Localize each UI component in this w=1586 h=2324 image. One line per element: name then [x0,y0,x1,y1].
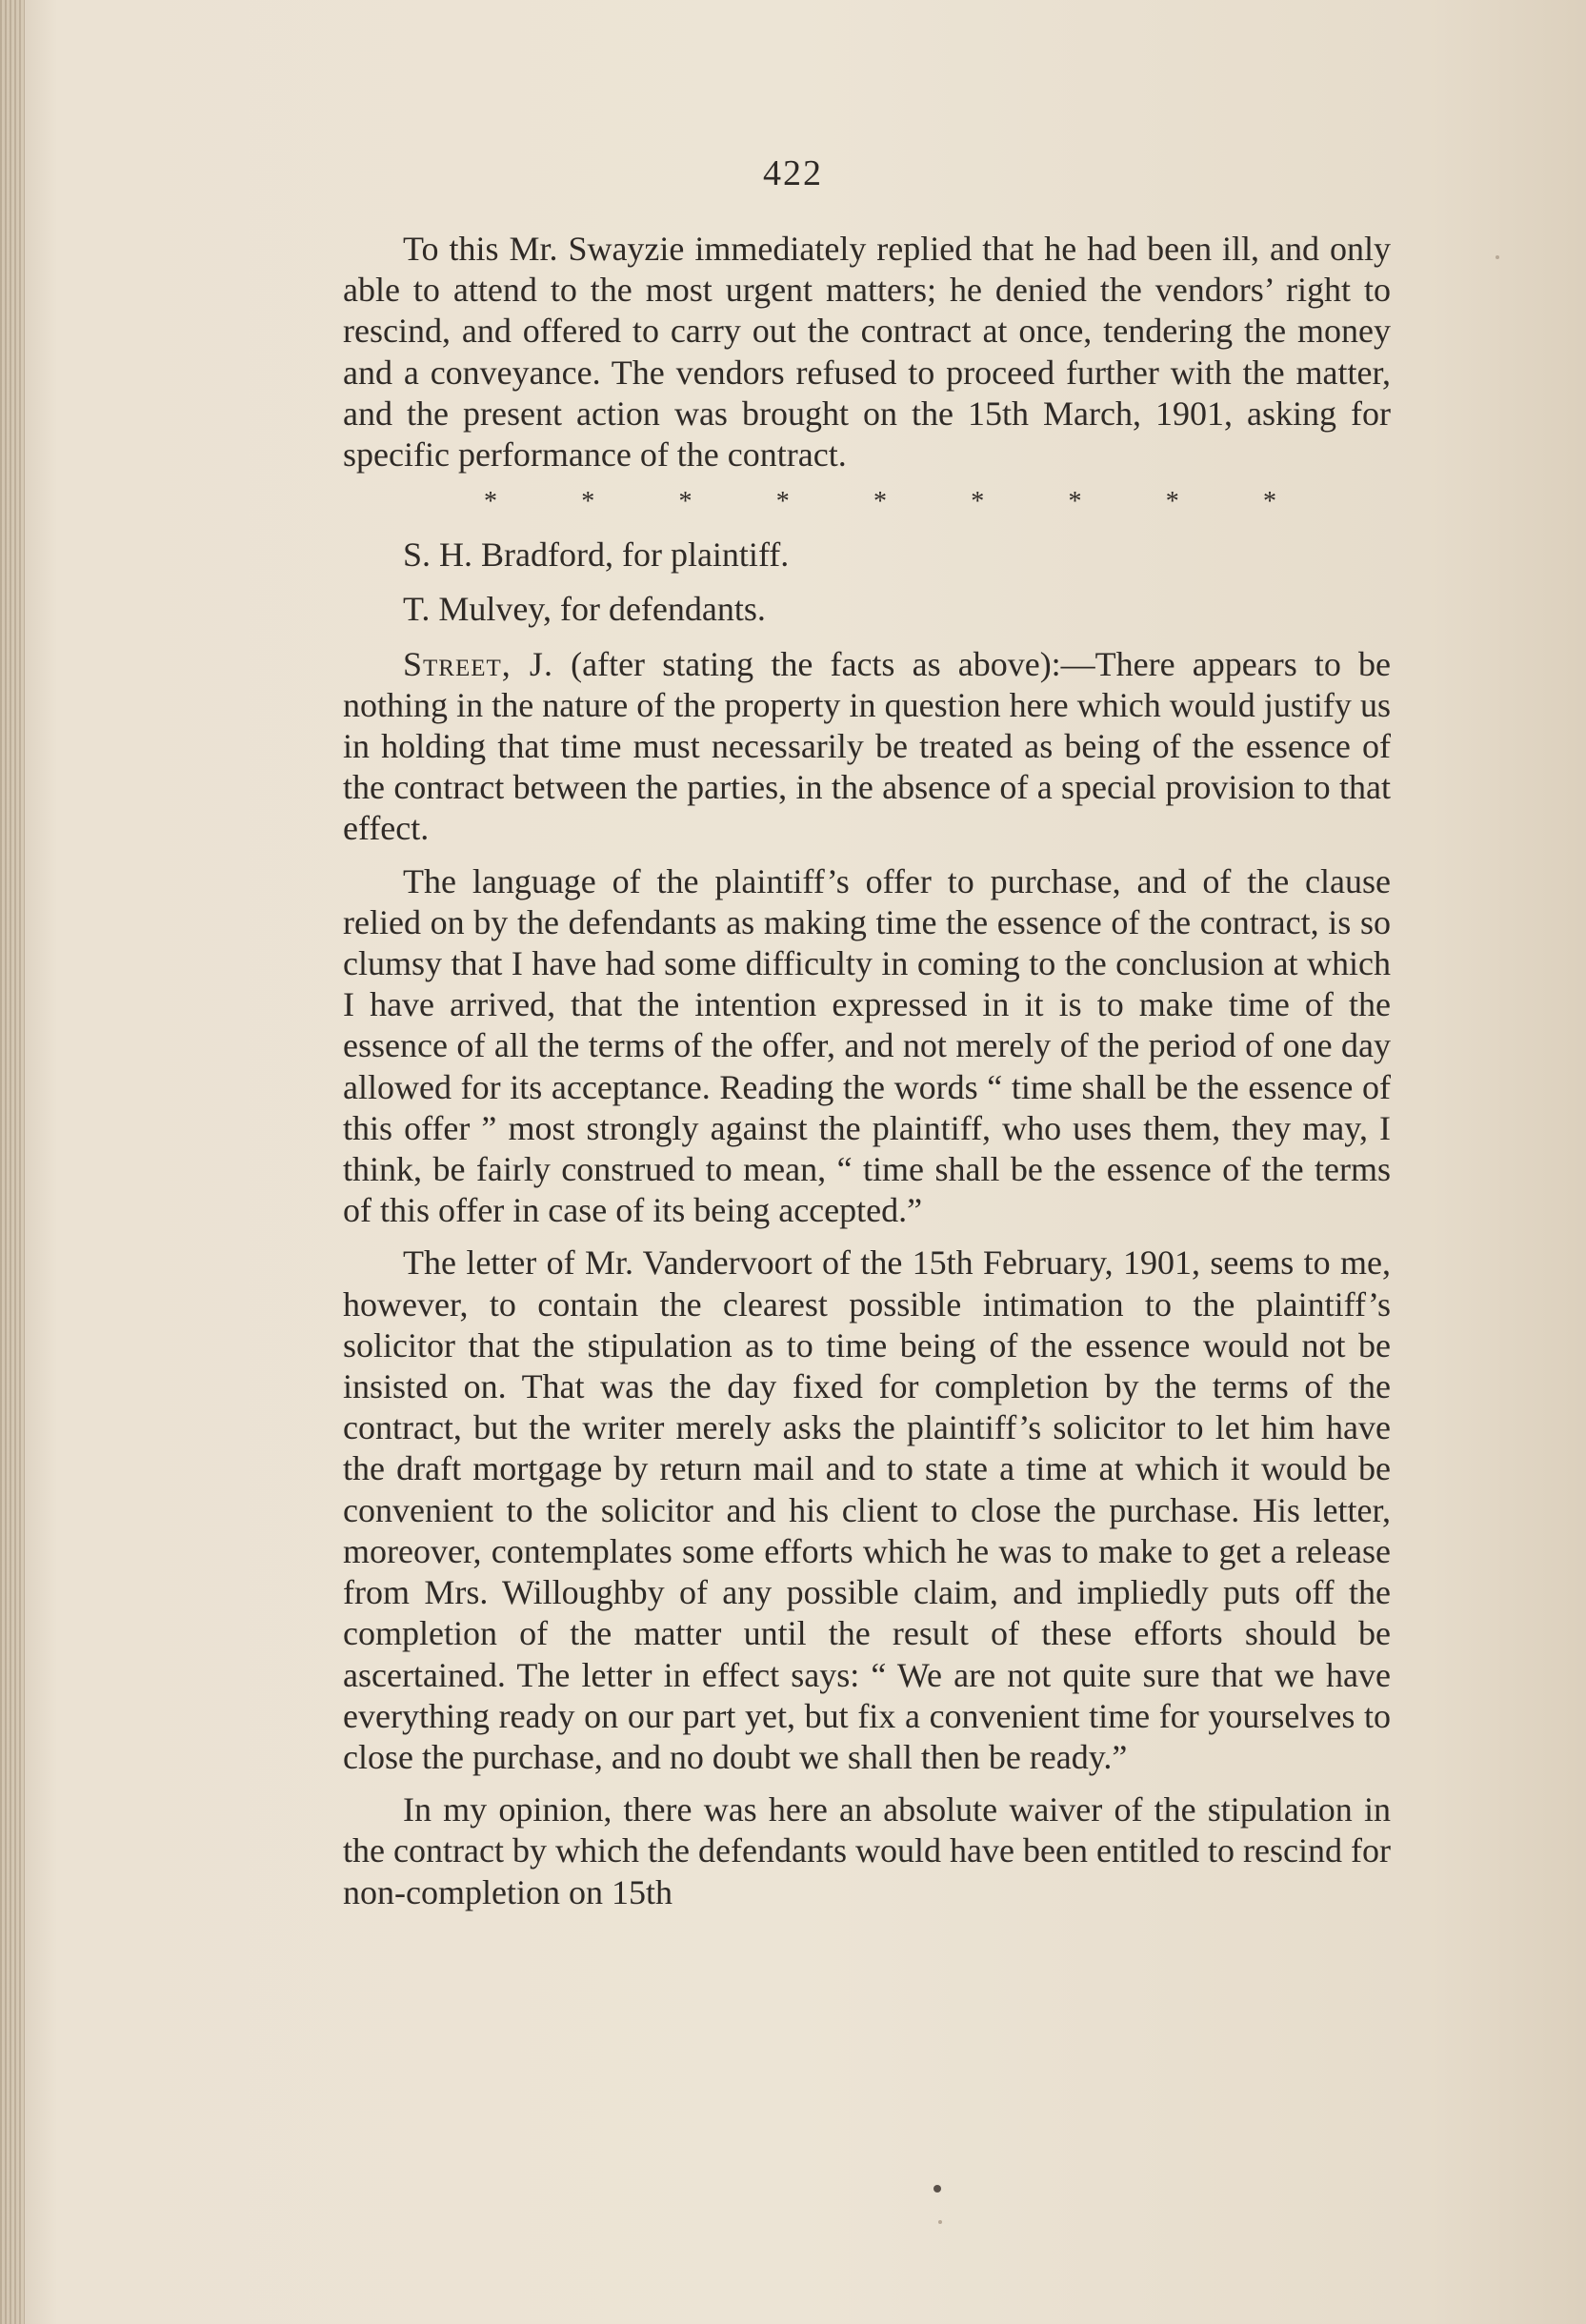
paper-speck [1496,255,1499,259]
paragraph-offer-language: The language of the plaintiff’s offer to purchase, and of the clause relied on by the defendants as making time the essence of the contract, is so clumsy that I have had some difficulty in coming to the conclusion at which I have arrived, that the intention expressed in it is to make time of the essence of all the terms of the offer, and not merely of the period of one day allowed for its acceptance. Reading the words “ time shall be the essence of this offer ” most strongly against the plaintiff, who uses them, they may, I think, be fairly construed to mean, “ time shall be the essence of the terms of this offer in case of its being accepted.” [343,861,1391,1230]
ink-dot [934,2185,941,2193]
star-separator: * [775,487,790,517]
counsel-plaintiff: S. H. Bradford, for plaintiff. [403,536,790,575]
star-separator: * [678,487,693,517]
paper-speck [938,2220,942,2224]
page-number: 422 [763,153,823,193]
star-separator: * [484,487,497,517]
counsel-defendants: T. Mulvey, for defendants. [403,590,766,629]
paragraph-vandervoort-letter: The letter of Mr. Vandervoort of the 15th February, 1901, seems to me, however, to contain the clearest possible intimation to the plaintiff’s solicitor that the stipulation as to time being of the essence would not be insisted on. That was the day fixed for completion by the terms of the contract, but the writer merely asks the plaintiff’s solicitor to let him have the draft mortgage by return mail and to state a time at which it would be convenient to the solicitor and his client to close the purchase. His letter, moreover, contemplates some efforts which he was to make to get a release from Mrs. Willoughby of any possible claim, and impliedly puts off the completion of the matter until the result of these efforts should be ascertained. The letter in effect says: “ We are not quite sure that we have everything ready on our part yet, but fix a convenient time for yourselves to close the purchase, and no doubt we shall then be ready.” [343,1243,1391,1776]
judge-name: Street, J. [403,644,553,683]
paragraph-waiver: In my opinion, there was here an absolute waiver of the stipulation in the contract by which the defendants would have been entitled to rescind for non-completion on 15th [343,1790,1391,1911]
body-text [343,229,1391,1925]
star-separator: * [1263,487,1276,517]
star-separator: * [581,487,595,517]
ellipsis-stars [484,483,1276,521]
page-binding-edge [0,0,25,2324]
judgment-opening-text: (after stating the facts as above):—There appears to be nothing in the nature of the property in question here which would justify us in holding that time must necessarily be treated as being of the essence of the contract between the parties, in the absence of a special provision to that effect. [343,644,1391,848]
star-separator: * [1165,487,1179,517]
paragraph-facts: To this Mr. Swayzie immediately replied that he had been ill, and only able to attend to the most urgent matters; he denied the vendors’ right to rescind, and offered to carry out the contract at once, tendering the money and a conveyance. The vendors refused to proceed further with the matter, and the present action was brought on the 15th March, 1901, asking for specific performance of the contract. [343,230,1391,475]
star-separator: * [1068,487,1082,517]
star-separator: * [971,487,985,517]
paragraph-judgment-opening [343,644,1391,850]
star-separator: * [873,487,887,517]
